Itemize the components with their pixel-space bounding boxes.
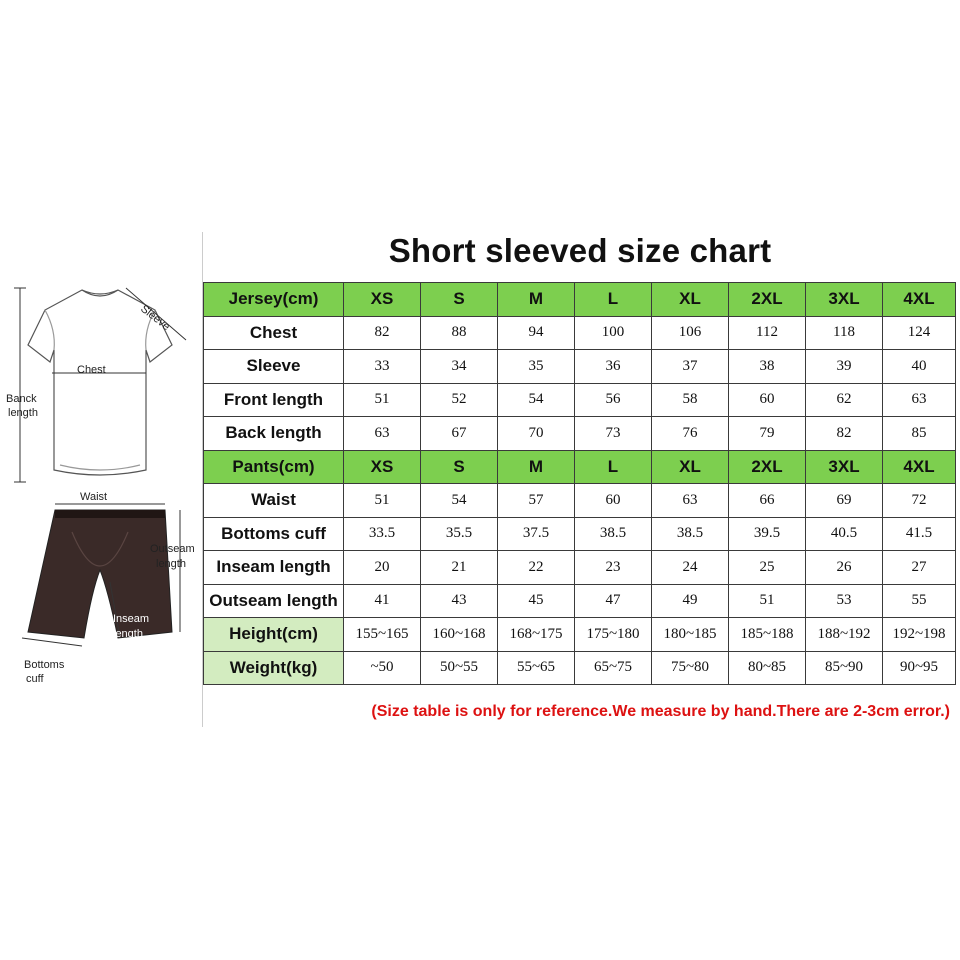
table-row xyxy=(204,350,956,384)
value-cell: 23 xyxy=(575,551,652,585)
table-row xyxy=(204,484,956,518)
size-header-cell: 2XL xyxy=(729,450,806,484)
value-cell: 185~188 xyxy=(729,618,806,652)
value-cell: 40 xyxy=(883,350,956,384)
size-header-cell: 4XL xyxy=(883,283,956,317)
row-label-cell: Bottoms cuff xyxy=(204,517,344,551)
table-row xyxy=(204,618,956,652)
row-label-cell: Inseam length xyxy=(204,551,344,585)
value-cell: 56 xyxy=(575,383,652,417)
value-cell: 79 xyxy=(729,417,806,451)
value-cell: 38 xyxy=(729,350,806,384)
value-cell: 58 xyxy=(652,383,729,417)
value-cell: 180~185 xyxy=(652,618,729,652)
value-cell: 38.5 xyxy=(575,517,652,551)
value-cell: 88 xyxy=(421,316,498,350)
value-cell: 55~65 xyxy=(498,651,575,685)
value-cell: 37 xyxy=(652,350,729,384)
jersey-and-shorts-illustration xyxy=(0,270,205,700)
size-table xyxy=(203,282,956,685)
outseam-label-1: Outseam xyxy=(150,543,195,555)
value-cell: 51 xyxy=(344,484,421,518)
value-cell: 25 xyxy=(729,551,806,585)
size-header-cell: XL xyxy=(652,283,729,317)
outseam-label-2: length xyxy=(156,558,186,570)
value-cell: 52 xyxy=(421,383,498,417)
value-cell: 49 xyxy=(652,584,729,618)
value-cell: 160~168 xyxy=(421,618,498,652)
value-cell: 36 xyxy=(575,350,652,384)
size-header-cell: L xyxy=(575,450,652,484)
jersey-header-row xyxy=(204,283,956,317)
value-cell: 124 xyxy=(883,316,956,350)
value-cell: 70 xyxy=(498,417,575,451)
chest-label: Chest xyxy=(77,364,106,376)
value-cell: 41 xyxy=(344,584,421,618)
size-header-cell: XL xyxy=(652,450,729,484)
value-cell: 66 xyxy=(729,484,806,518)
value-cell: 73 xyxy=(575,417,652,451)
value-cell: 60 xyxy=(729,383,806,417)
value-cell: 54 xyxy=(498,383,575,417)
value-cell: 100 xyxy=(575,316,652,350)
header-label-cell: Jersey(cm) xyxy=(204,283,344,317)
bottoms-cuff-label-2: cuff xyxy=(26,673,44,685)
value-cell: 63 xyxy=(883,383,956,417)
value-cell: 50~55 xyxy=(421,651,498,685)
value-cell: 47 xyxy=(575,584,652,618)
back-length-label-2: length xyxy=(8,407,38,419)
table-row xyxy=(204,316,956,350)
sleeve-label: Sleeve xyxy=(138,302,173,334)
row-label-cell: Front length xyxy=(204,383,344,417)
bottoms-cuff-measure-line xyxy=(22,638,82,646)
header-label-cell: Pants(cm) xyxy=(204,450,344,484)
value-cell: 192~198 xyxy=(883,618,956,652)
measurement-diagram xyxy=(0,270,205,700)
value-cell: 33 xyxy=(344,350,421,384)
value-cell: 67 xyxy=(421,417,498,451)
inseam-label-2: length xyxy=(113,628,143,640)
value-cell: 175~180 xyxy=(575,618,652,652)
value-cell: 106 xyxy=(652,316,729,350)
table-row xyxy=(204,551,956,585)
size-header-cell: S xyxy=(421,450,498,484)
value-cell: 39 xyxy=(806,350,883,384)
back-length-label-1: Banck xyxy=(6,393,37,405)
value-cell: 54 xyxy=(421,484,498,518)
table-row xyxy=(204,651,956,685)
size-header-cell: 4XL xyxy=(883,450,956,484)
size-header-cell: L xyxy=(575,283,652,317)
page-title: Short sleeved size chart xyxy=(388,232,772,269)
waist-label: Waist xyxy=(80,491,108,503)
row-label-cell: Height(cm) xyxy=(204,618,344,652)
size-header-cell: 3XL xyxy=(806,283,883,317)
value-cell: 118 xyxy=(806,316,883,350)
value-cell: 85 xyxy=(883,417,956,451)
value-cell: 188~192 xyxy=(806,618,883,652)
row-label-cell: Back length xyxy=(204,417,344,451)
value-cell: 33.5 xyxy=(344,517,421,551)
row-label-cell: Outseam length xyxy=(204,584,344,618)
value-cell: 24 xyxy=(652,551,729,585)
size-header-cell: XS xyxy=(344,450,421,484)
size-header-cell: XS xyxy=(344,283,421,317)
value-cell: 53 xyxy=(806,584,883,618)
value-cell: 22 xyxy=(498,551,575,585)
value-cell: 168~175 xyxy=(498,618,575,652)
value-cell: ~50 xyxy=(344,651,421,685)
value-cell: 82 xyxy=(344,316,421,350)
value-cell: 21 xyxy=(421,551,498,585)
value-cell: 35.5 xyxy=(421,517,498,551)
value-cell: 51 xyxy=(344,383,421,417)
value-cell: 82 xyxy=(806,417,883,451)
value-cell: 20 xyxy=(344,551,421,585)
value-cell: 43 xyxy=(421,584,498,618)
value-cell: 37.5 xyxy=(498,517,575,551)
value-cell: 63 xyxy=(344,417,421,451)
row-label-cell: Sleeve xyxy=(204,350,344,384)
value-cell: 34 xyxy=(421,350,498,384)
table-row xyxy=(204,584,956,618)
value-cell: 112 xyxy=(729,316,806,350)
disclaimer-note: (Size table is only for reference.We measure by hand.There are 2-3cm error.) xyxy=(371,703,950,720)
value-cell: 75~80 xyxy=(652,651,729,685)
value-cell: 85~90 xyxy=(806,651,883,685)
value-cell: 27 xyxy=(883,551,956,585)
value-cell: 72 xyxy=(883,484,956,518)
value-cell: 62 xyxy=(806,383,883,417)
bottoms-cuff-label-1: Bottoms xyxy=(24,659,65,671)
value-cell: 38.5 xyxy=(652,517,729,551)
value-cell: 80~85 xyxy=(729,651,806,685)
value-cell: 41.5 xyxy=(883,517,956,551)
value-cell: 39.5 xyxy=(729,517,806,551)
size-header-cell: 3XL xyxy=(806,450,883,484)
value-cell: 57 xyxy=(498,484,575,518)
value-cell: 90~95 xyxy=(883,651,956,685)
table-row xyxy=(204,417,956,451)
value-cell: 40.5 xyxy=(806,517,883,551)
value-cell: 63 xyxy=(652,484,729,518)
value-cell: 51 xyxy=(729,584,806,618)
value-cell: 35 xyxy=(498,350,575,384)
value-cell: 155~165 xyxy=(344,618,421,652)
row-label-cell: Waist xyxy=(204,484,344,518)
row-label-cell: Chest xyxy=(204,316,344,350)
size-header-cell: M xyxy=(498,283,575,317)
size-header-cell: 2XL xyxy=(729,283,806,317)
value-cell: 60 xyxy=(575,484,652,518)
table-row xyxy=(204,517,956,551)
table-row xyxy=(204,383,956,417)
size-header-cell: S xyxy=(421,283,498,317)
row-label-cell: Weight(kg) xyxy=(204,651,344,685)
value-cell: 45 xyxy=(498,584,575,618)
value-cell: 55 xyxy=(883,584,956,618)
inseam-label-1: Inseam xyxy=(113,613,150,625)
value-cell: 76 xyxy=(652,417,729,451)
value-cell: 69 xyxy=(806,484,883,518)
shorts-illustration xyxy=(28,510,172,638)
value-cell: 65~75 xyxy=(575,651,652,685)
pants-header-row xyxy=(204,450,956,484)
size-header-cell: M xyxy=(498,450,575,484)
value-cell: 94 xyxy=(498,316,575,350)
value-cell: 26 xyxy=(806,551,883,585)
